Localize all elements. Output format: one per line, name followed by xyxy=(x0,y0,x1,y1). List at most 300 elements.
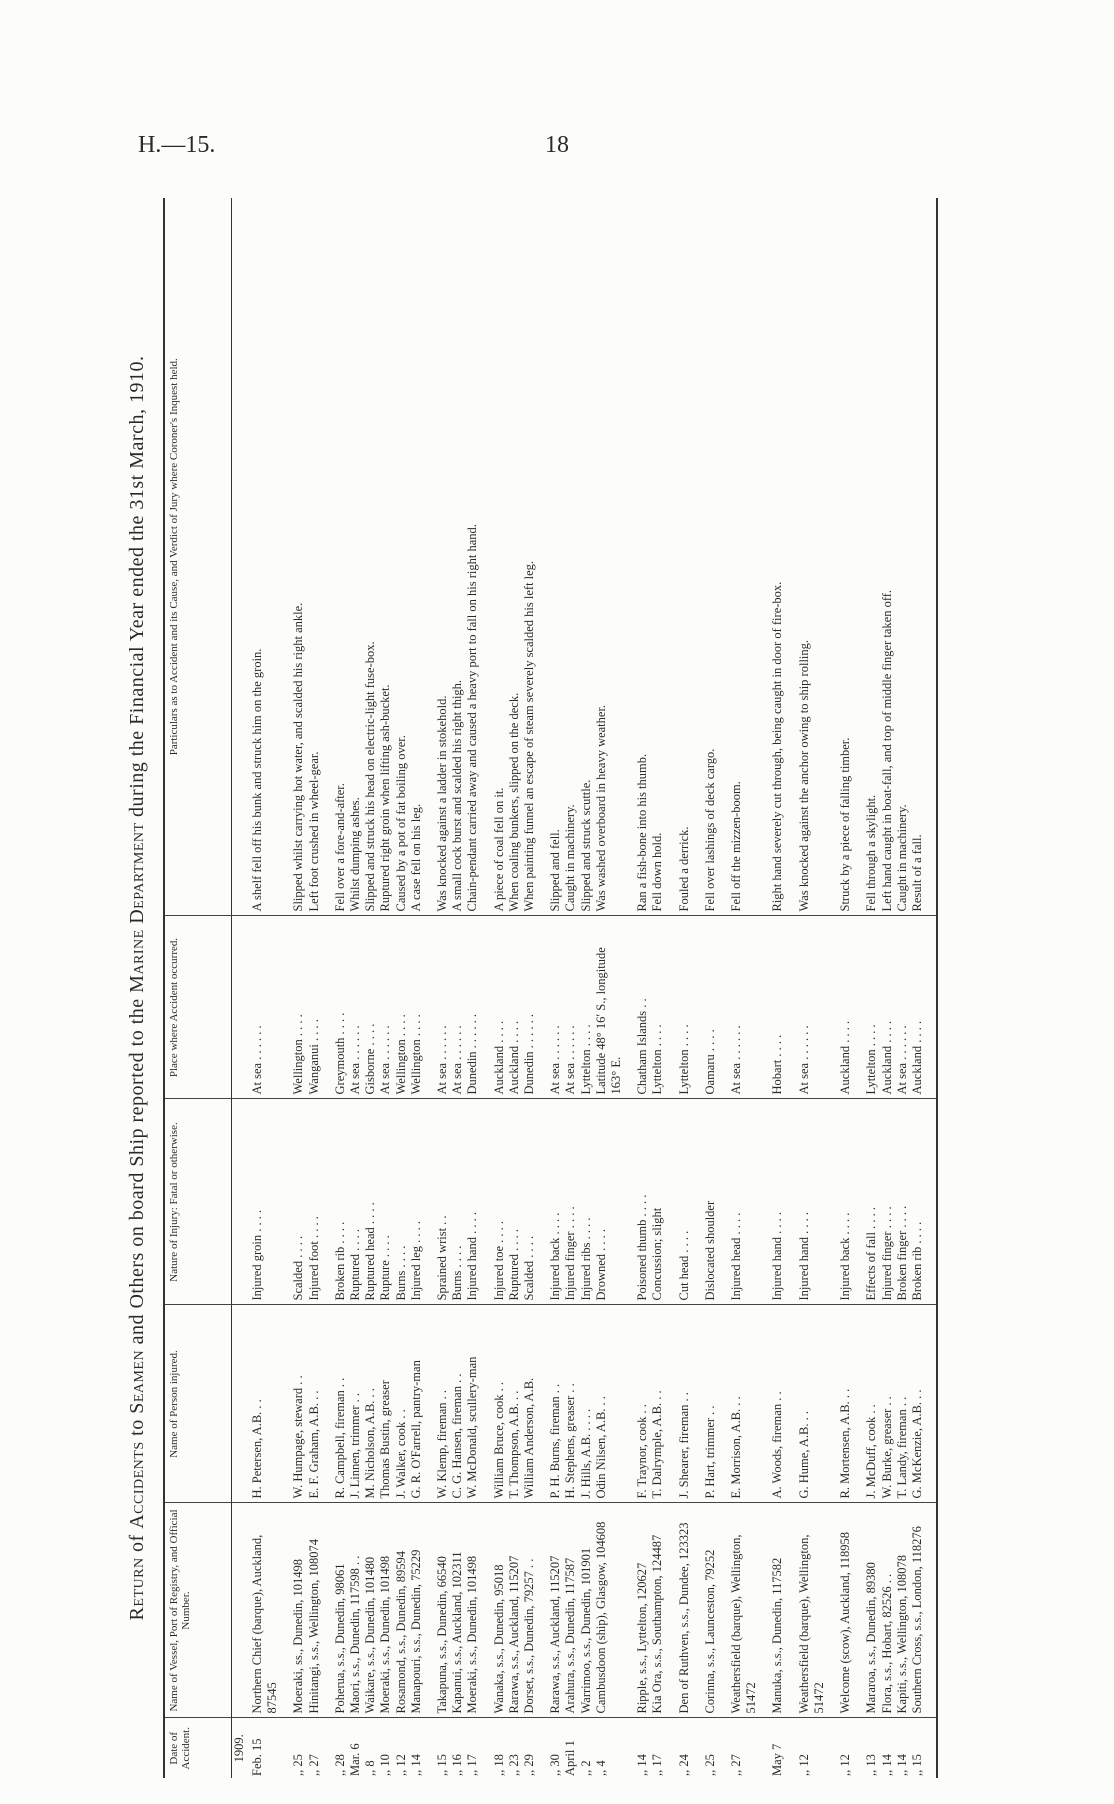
spacer-cell xyxy=(624,1099,635,1305)
table-row xyxy=(579,198,594,1778)
cell-vessel: Kia Ora, s.s., Southampton, 124487 xyxy=(650,1503,665,1718)
cell-particulars: Whilst dumping ashes. xyxy=(348,797,363,912)
spacer-cell xyxy=(786,1718,797,1778)
cell-place: Chatham Islands . . xyxy=(635,916,650,1099)
cell-place: At sea . . . . . . xyxy=(435,916,450,1099)
cell-date: ,, 12 xyxy=(394,1718,409,1778)
cell-particulars: Was knocked against the anchor owing to ship rolling. xyxy=(796,639,811,912)
spacer-cell xyxy=(759,1099,770,1305)
spacer-cell xyxy=(481,1305,492,1503)
spacer-cell xyxy=(322,198,333,916)
spacer-cell xyxy=(537,1503,548,1718)
cell-person: J. Hills, A.B. . . . . xyxy=(579,1305,594,1503)
cell-place: Gisborne . . . . xyxy=(363,916,378,1099)
spacer-cell xyxy=(666,1503,677,1718)
cell-date: ,, 25 xyxy=(291,1718,306,1778)
spacer-cell xyxy=(624,1305,635,1503)
cell-particulars: Was knocked against a ladder in stokehold. xyxy=(435,695,450,912)
cell-date: April 1 xyxy=(563,1718,578,1778)
spacer-cell xyxy=(759,198,770,916)
cell-place: Hobart . . . . xyxy=(770,916,785,1099)
cell-particulars: Slipped and struck scuttle. xyxy=(578,779,593,912)
cell-vessel: Hinitangi, s.s., Wellington, 108074 xyxy=(307,1503,322,1718)
cell-place: At sea . . . . . . xyxy=(563,916,578,1099)
spacer-cell xyxy=(827,1718,838,1778)
column-header-vessel: Name of Vessel, Port of Registry, and Official Number. xyxy=(164,1503,232,1718)
cell-person: W. Humpage, steward . . xyxy=(291,1305,306,1503)
cell-place: Lyttelton . . . . xyxy=(864,916,879,1099)
spacer-cell xyxy=(853,1099,864,1305)
cell-vessel: Weathersfield (barque), Wellington, 51472 xyxy=(797,1503,827,1718)
cell-vessel: Moeraki, s.s., Dunedin, 101498 xyxy=(465,1503,480,1718)
spacer-cell xyxy=(827,1503,838,1718)
spacer-cell xyxy=(666,1305,677,1503)
cell-injury: Broken finger . . . . xyxy=(895,1099,910,1305)
title-part: Seamen xyxy=(126,1349,148,1414)
cell-injury: Injured back . . . . xyxy=(548,1099,563,1305)
cell-vessel: Wanaka, s.s., Dunedin, 95018 xyxy=(492,1503,507,1718)
cell-place: Lyttelton . . . . xyxy=(579,916,594,1099)
title-part: during the Financial Year ended the 31st March, 1910. xyxy=(126,355,148,823)
cell-particulars: Fell over lashings of deck cargo. xyxy=(702,748,717,912)
cell-vessel: Manuka, s.s., Dunedin, 117582 xyxy=(770,1503,785,1718)
cell-person: H. Petersen, A.B. . . xyxy=(250,1305,280,1503)
cell-injury: Cut head . . . . xyxy=(677,1099,692,1305)
cell-date: ,, 14 xyxy=(895,1718,910,1778)
cell-injury: Broken rib . . . . xyxy=(333,1099,348,1305)
cell-person: A. Woods, fireman . . xyxy=(770,1305,785,1503)
title-part: Marine Department xyxy=(126,822,148,993)
cell-place: At sea . . . . . . xyxy=(378,916,393,1099)
cell-date: ,, 15 xyxy=(910,1718,925,1778)
cell-place: At sea . . . . . . xyxy=(348,916,363,1099)
group-spacer xyxy=(692,198,703,1778)
spacer-cell xyxy=(322,1305,333,1503)
table-row xyxy=(563,198,578,1778)
spacer-cell xyxy=(718,198,729,916)
empty-cell xyxy=(232,1099,251,1305)
spacer-cell xyxy=(666,1099,677,1305)
cell-particulars: Result of a fall. xyxy=(909,834,924,912)
spacer-cell xyxy=(925,1305,936,1503)
cell-person: William Bruce, cook . . xyxy=(492,1305,507,1503)
cell-vessel: Arahura, s.s., Dunedin, 117587 xyxy=(563,1503,578,1718)
cell-person: P. Hart, trimmer . . xyxy=(703,1305,718,1503)
spacer-cell xyxy=(925,1503,936,1718)
cell-place: Auckland . . . . xyxy=(492,916,507,1099)
table-row xyxy=(838,198,853,1778)
cell-injury: Poisoned thumb . . . . xyxy=(635,1099,650,1305)
cell-place: Wellington . . . . xyxy=(409,916,424,1099)
table-row xyxy=(895,198,910,1778)
spacer-cell xyxy=(827,916,838,1099)
spacer-cell xyxy=(624,916,635,1099)
spacer-cell xyxy=(424,1718,435,1778)
cell-date: ,, 8 xyxy=(363,1718,378,1778)
cell-date: ,, 17 xyxy=(465,1718,480,1778)
cell-injury: Injured back . . . . xyxy=(838,1099,853,1305)
cell-person: J. Shearer, fireman . . xyxy=(677,1305,692,1503)
group-spacer xyxy=(759,198,770,1778)
cell-place: Wellington . . . . xyxy=(291,916,306,1099)
spacer-cell xyxy=(692,1099,703,1305)
year-row xyxy=(232,198,251,1778)
cell-vessel: Ripple, s.s., Lyttelton, 120627 xyxy=(635,1503,650,1718)
spacer-cell xyxy=(424,1099,435,1305)
cell-date: ,, 14 xyxy=(409,1718,424,1778)
table-row xyxy=(797,198,827,1778)
cell-vessel: Flora, s.s., Hobart, 82526 . . xyxy=(880,1503,895,1718)
cell-particulars: Ruptured right groin when lifting ash-bucket. xyxy=(378,684,393,912)
spacer-cell xyxy=(786,1503,797,1718)
spacer-cell xyxy=(666,198,677,916)
spacer-cell xyxy=(925,1099,936,1305)
cell-particulars: Was washed overboard in heavy weather. xyxy=(593,704,608,912)
cell-date: ,, 23 xyxy=(507,1718,522,1778)
cell-date: ,, 12 xyxy=(838,1718,853,1778)
cell-place: Latitude 48° 16′ S., longitude 163° E. xyxy=(594,916,624,1099)
spacer-cell xyxy=(786,916,797,1099)
table-row xyxy=(291,198,306,1778)
cell-particulars: Chain-pendant carried away and caused a heavy port to fall on his right hand. xyxy=(465,524,480,912)
cell-vessel: Warrimoo, s.s., Dunedin, 101901 xyxy=(579,1503,594,1718)
cell-date: ,, 15 xyxy=(435,1718,450,1778)
cell-particulars: Struck by a piece of falling timber. xyxy=(838,737,853,912)
spacer-cell xyxy=(280,1099,291,1305)
group-spacer xyxy=(925,198,936,1778)
cell-particulars: Fell over a fore-and-after. xyxy=(332,783,347,912)
cell-injury: Injured hand . . . . xyxy=(465,1099,480,1305)
cell-injury: Dislocated shoulder xyxy=(703,1099,718,1305)
cell-injury: Burns . . . . xyxy=(394,1099,409,1305)
cell-particulars: Left hand caught in boat-fall, and top of middle finger taken off. xyxy=(879,589,894,912)
cell-vessel: Waikare, s.s., Dunedin, 101480 xyxy=(363,1503,378,1718)
cell-injury: Injured head . . . . xyxy=(729,1099,759,1305)
cell-person: R. Campbell, fireman . . xyxy=(333,1305,348,1503)
cell-vessel: Takapuna, s.s., Dunedin, 66540 xyxy=(435,1503,450,1718)
cell-particulars: Right hand severely cut through, being caught in door of fire-box. xyxy=(770,581,785,912)
cell-person: William Anderson, A.B. xyxy=(522,1305,537,1503)
cell-particulars: Fouled a derrick. xyxy=(676,826,691,912)
spacer-cell xyxy=(925,1718,936,1778)
cell-vessel: Dorset, s.s., Dunedin, 79257 . . xyxy=(522,1503,537,1718)
title-part: and Others on board Ship reported to the xyxy=(126,992,148,1350)
cell-vessel: Southern Cross, s.s., London, 118276 xyxy=(910,1503,925,1718)
rule-cell xyxy=(936,1503,937,1718)
spacer-cell xyxy=(925,198,936,916)
title-part: Accidents xyxy=(126,1441,148,1529)
spacer-cell xyxy=(424,1503,435,1718)
cell-date: ,, 4 xyxy=(594,1718,624,1778)
cell-date: ,, 14 xyxy=(880,1718,895,1778)
spacer-cell xyxy=(481,1503,492,1718)
spacer-cell xyxy=(853,916,864,1099)
spacer-cell xyxy=(424,1305,435,1503)
cell-injury: Injured ribs . . . . xyxy=(579,1099,594,1305)
cell-date: ,, 25 xyxy=(703,1718,718,1778)
spacer-cell xyxy=(481,198,492,916)
spacer-cell xyxy=(537,916,548,1099)
column-header-person: Name of Person injured. xyxy=(164,1305,232,1503)
cell-person: G. R. O'Farrell, pantry-man xyxy=(409,1305,424,1503)
cell-vessel: Kapiti, s.s., Wellington, 108078 xyxy=(895,1503,910,1718)
group-spacer xyxy=(537,198,548,1778)
cell-particulars: Left foot crushed in wheel-gear. xyxy=(306,751,321,912)
cell-injury: Injured leg . . . . xyxy=(409,1099,424,1305)
spacer-cell xyxy=(718,1305,729,1503)
cell-vessel: Mararoa, s.s., Dunedin, 89380 xyxy=(864,1503,879,1718)
spacer-cell xyxy=(537,1099,548,1305)
cell-date: ,, 12 xyxy=(797,1718,827,1778)
spacer-cell xyxy=(322,1503,333,1718)
cell-person: T. Thompson, A.B. . . xyxy=(507,1305,522,1503)
cell-person: W. Burke, greaser . . xyxy=(880,1305,895,1503)
table-row xyxy=(677,198,692,1778)
rule-cell xyxy=(936,1305,937,1503)
cell-place: Wellington . . . . xyxy=(394,916,409,1099)
cell-place: Dunedin . . . . . . xyxy=(465,916,480,1099)
spacer-cell xyxy=(481,916,492,1099)
cell-date: May 7 xyxy=(770,1718,785,1778)
group-spacer xyxy=(718,198,729,1778)
cell-person: G. Hume, A.B. . . xyxy=(797,1305,827,1503)
cell-particulars: A small cock burst and scalded his right thigh. xyxy=(450,679,465,912)
table-row xyxy=(409,198,424,1778)
group-spacer xyxy=(624,198,635,1778)
column-header-particulars: Particulars as to Accident and its Cause, and Verdict of Jury where Coroner's Inquest held. xyxy=(164,198,232,916)
cell-vessel: Poherua, s.s., Dunedin, 98061 xyxy=(333,1503,348,1718)
table-row xyxy=(348,198,363,1778)
cell-date: ,, 24 xyxy=(677,1718,692,1778)
spacer-cell xyxy=(280,916,291,1099)
cell-person: M. Nicholson, A.B. . . xyxy=(363,1305,378,1503)
spacer-cell xyxy=(827,198,838,916)
cell-place: At sea . . . . . . xyxy=(797,916,827,1099)
group-spacer xyxy=(481,198,492,1778)
cell-person: E. Morrison, A.B. . . xyxy=(729,1305,759,1503)
title-part: of xyxy=(126,1528,148,1558)
table-row xyxy=(507,198,522,1778)
document-title xyxy=(115,198,159,1778)
spacer-cell xyxy=(280,1503,291,1718)
cell-vessel: Welcome (scow), Auckland, 118958 xyxy=(838,1503,853,1718)
cell-vessel: Moeraki, ss., Dunedin, 101498 xyxy=(291,1503,306,1718)
cell-injury: Ruptured . . . . xyxy=(507,1099,522,1305)
spacer-cell xyxy=(322,1718,333,1778)
cell-place: Auckland . . . . xyxy=(838,916,853,1099)
cell-particulars: Caused by a pot of fat boiling over. xyxy=(393,735,408,912)
table-row xyxy=(548,198,563,1778)
cell-injury: Injured hand . . . . xyxy=(770,1099,785,1305)
spacer-cell xyxy=(718,916,729,1099)
spacer-cell xyxy=(827,1099,838,1305)
cell-particulars: Slipped and fell. xyxy=(548,829,563,912)
cell-particulars: A case fell on his leg. xyxy=(408,803,423,912)
spacer-cell xyxy=(692,1305,703,1503)
cell-vessel: Corinna, s.s., Launceston, 79252 xyxy=(703,1503,718,1718)
cell-person: Thomas Bustin, greaser xyxy=(378,1305,393,1503)
table-row xyxy=(333,198,348,1778)
spacer-cell xyxy=(692,916,703,1099)
cell-date: ,, 27 xyxy=(307,1718,322,1778)
cell-injury: Concussion; slight xyxy=(650,1099,665,1305)
cell-injury: Burns . . . . xyxy=(450,1099,465,1305)
cell-vessel: Rosamond, s.s., Dunedin, 89594 xyxy=(394,1503,409,1718)
group-spacer xyxy=(280,198,291,1778)
empty-cell xyxy=(232,1503,251,1718)
cell-place: At sea . . . . . . xyxy=(450,916,465,1099)
cell-place: At sea . . . . . . xyxy=(729,916,759,1099)
table-row xyxy=(864,198,879,1778)
empty-cell xyxy=(232,916,251,1099)
table-row xyxy=(465,198,480,1778)
cell-injury: Drowned . . . . xyxy=(594,1099,624,1305)
spacer-cell xyxy=(280,1718,291,1778)
cell-vessel: Maori, s.s., Dunedin, 117598 . . xyxy=(348,1503,363,1718)
spacer-cell xyxy=(624,1503,635,1718)
cell-particulars: Slipped whilst carrying hot water, and scalded his right ankle. xyxy=(291,602,306,912)
spacer-cell xyxy=(481,1099,492,1305)
page-header xyxy=(0,0,1114,200)
cell-place: Auckland . . . . xyxy=(910,916,925,1099)
table-row xyxy=(910,198,925,1778)
spacer-cell xyxy=(322,916,333,1099)
spacer-cell xyxy=(786,1305,797,1503)
group-spacer xyxy=(786,198,797,1778)
table-bottom-rule xyxy=(936,198,937,1778)
cell-place: Lyttelton . . . . xyxy=(650,916,665,1099)
table-row xyxy=(729,198,759,1778)
group-spacer xyxy=(666,198,677,1778)
cell-date: ,, 17 xyxy=(650,1718,665,1778)
spacer-cell xyxy=(853,1305,864,1503)
group-spacer xyxy=(424,198,435,1778)
cell-person: T. Dalrymple, A.B. . . xyxy=(650,1305,665,1503)
cell-date: ,, 2 xyxy=(579,1718,594,1778)
cell-injury: Injured foot . . . . xyxy=(307,1099,322,1305)
cell-vessel: Northern Chief (barque), Auckland, 87545 xyxy=(250,1503,280,1718)
cell-date: ,, 13 xyxy=(864,1718,879,1778)
cell-particulars: Fell through a skylight. xyxy=(864,794,879,912)
spacer-cell xyxy=(718,1099,729,1305)
cell-person: R. Mortensen, A.B. . . xyxy=(838,1305,853,1503)
table-row xyxy=(770,198,785,1778)
spacer-cell xyxy=(692,1718,703,1778)
empty-cell xyxy=(232,1305,251,1503)
cell-date: Feb. 15 xyxy=(250,1718,280,1778)
spacer-cell xyxy=(692,1503,703,1718)
cell-person: E. F. Graham, A.B. . . xyxy=(307,1305,322,1503)
empty-cell xyxy=(232,198,251,916)
title-part: Return xyxy=(126,1557,148,1621)
spacer-cell xyxy=(537,198,548,916)
spacer-cell xyxy=(718,1503,729,1718)
spacer-cell xyxy=(280,198,291,916)
spacer-cell xyxy=(853,1503,864,1718)
cell-person: J. Walker, cook . . xyxy=(394,1305,409,1503)
spacer-cell xyxy=(925,916,936,1099)
cell-vessel: Den of Ruthven, s.s., Dundee, 123323 xyxy=(677,1503,692,1718)
table-row xyxy=(394,198,409,1778)
group-spacer xyxy=(853,198,864,1778)
spacer-cell xyxy=(624,1718,635,1778)
rule-cell xyxy=(936,916,937,1099)
cell-date: ,, 14 xyxy=(635,1718,650,1778)
spacer-cell xyxy=(853,198,864,916)
cell-date: ,, 29 xyxy=(522,1718,537,1778)
table-row xyxy=(880,198,895,1778)
cell-particulars: Fell off the mizzen-boom. xyxy=(729,781,744,912)
spacer-cell xyxy=(537,1718,548,1778)
cell-particulars: Caught in machinery. xyxy=(894,804,909,912)
table-row xyxy=(703,198,718,1778)
cell-injury: Ruptured . . . . xyxy=(348,1099,363,1305)
cell-injury: Injured finger . . . . xyxy=(563,1099,578,1305)
rotated-page-body xyxy=(115,198,970,1778)
table-header-row xyxy=(164,198,232,1778)
cell-place: Auckland . . . . xyxy=(507,916,522,1099)
cell-date: ,, 30 xyxy=(548,1718,563,1778)
cell-injury: Rupture . . . . xyxy=(378,1099,393,1305)
cell-date: ,, 28 xyxy=(333,1718,348,1778)
table-row xyxy=(307,198,322,1778)
cell-injury: Injured groin . . . . xyxy=(250,1099,280,1305)
table-row xyxy=(250,198,280,1778)
cell-injury: Injured finger . . . . xyxy=(880,1099,895,1305)
cell-person: Odin Nilsen, A.B. . . xyxy=(594,1305,624,1503)
table-row xyxy=(450,198,465,1778)
spacer-cell xyxy=(666,916,677,1099)
spacer-cell xyxy=(624,198,635,916)
cell-person: C. G. Hansen, fireman . . xyxy=(450,1305,465,1503)
cell-place: At sea . . . . . . xyxy=(250,916,280,1099)
cell-date: ,, 10 xyxy=(378,1718,393,1778)
cell-place: Wanganui . . . . xyxy=(307,916,322,1099)
title-part: to xyxy=(126,1413,148,1442)
document-reference: H.—15. xyxy=(138,132,216,158)
rule-cell xyxy=(936,1099,937,1305)
cell-particulars: When painting funnel an escape of steam severely scalded his left leg. xyxy=(522,560,537,912)
cell-injury: Broken rib . . . . xyxy=(910,1099,925,1305)
column-header-place: Place where Accident occurred. xyxy=(164,916,232,1099)
cell-person: W. Klemp, fireman . . xyxy=(435,1305,450,1503)
column-header-date: Date of Accident. xyxy=(164,1718,232,1778)
spacer-cell xyxy=(786,198,797,916)
spacer-cell xyxy=(759,1503,770,1718)
cell-place: Oamaru . . . . xyxy=(703,916,718,1099)
cell-vessel: Manapouri, s.s., Dunedin, 75229 xyxy=(409,1503,424,1718)
table-row xyxy=(378,198,393,1778)
cell-person: J. Linnen, trimmer . . xyxy=(348,1305,363,1503)
cell-particulars: Caught in machinery. xyxy=(563,804,578,912)
cell-injury: Injured toe . . . . xyxy=(492,1099,507,1305)
cell-particulars: Ran a fish-bone into his thumb. xyxy=(635,753,650,912)
cell-place: At sea . . . . . . xyxy=(895,916,910,1099)
cell-injury: Scalded . . . . xyxy=(522,1099,537,1305)
cell-person: T. Landy, fireman . . xyxy=(895,1305,910,1503)
spacer-cell xyxy=(280,1305,291,1503)
cell-date: ,, 18 xyxy=(492,1718,507,1778)
cell-person: W. McDonald, scullery-man xyxy=(465,1305,480,1503)
year-label: 1909. xyxy=(232,1718,251,1778)
cell-particulars: When coaling bunkers, slipped on the deck. xyxy=(506,692,521,912)
table-row xyxy=(492,198,507,1778)
table-row xyxy=(522,198,537,1778)
spacer-cell xyxy=(424,916,435,1099)
table-row xyxy=(594,198,624,1778)
spacer-cell xyxy=(786,1099,797,1305)
cell-date: ,, 16 xyxy=(450,1718,465,1778)
